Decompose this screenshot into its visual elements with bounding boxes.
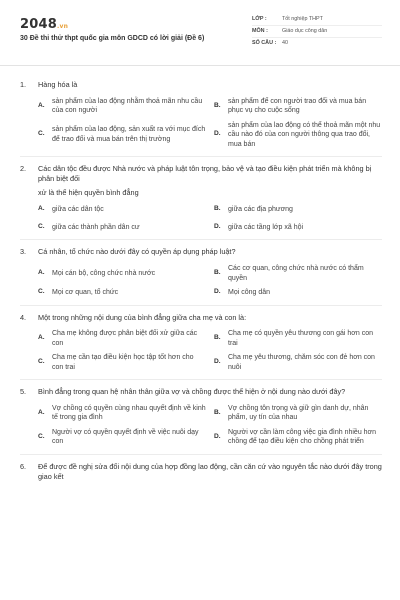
question-stem	[20, 247, 382, 257]
option-text: giữa các thành phần dân cư	[52, 224, 140, 231]
option-text: Mọi công dân	[228, 289, 271, 297]
answer-option[interactable]	[38, 428, 206, 447]
answer-option[interactable]	[38, 97, 206, 116]
meta-key: LỚP :	[252, 15, 267, 22]
answer-option[interactable]	[38, 121, 206, 149]
option-text: Mọi cán bộ, công chức nhà nước	[52, 270, 156, 277]
option-letter: D.	[214, 223, 221, 231]
question-text: Các dân tộc đều được Nhà nước và pháp luật tôn trọng, bảo vệ và tạo điều kiện phát triển mà không bị phân biệt đối	[38, 164, 372, 183]
question-stem	[20, 462, 382, 482]
option-text: Các cơ quan, công chức nhà nước có thẩm quyền	[228, 265, 364, 282]
question-stem	[20, 80, 382, 90]
option-letter: B.	[214, 204, 221, 212]
question-number: 1.	[20, 80, 27, 89]
question-text-continued: xử là thể hiện quyền bình đẳng	[38, 187, 139, 197]
option-text: sản phẩm của lao động có thể thoả mãn một nhu cầu nào đó của con người thông qua trao đổi, mua bán	[228, 121, 381, 148]
option-text: giữa các tầng lớp xã hội	[228, 224, 304, 231]
question-divider	[20, 454, 382, 455]
option-letter: D.	[214, 130, 221, 138]
option-letter: C.	[38, 288, 45, 296]
answer-options	[20, 264, 382, 297]
option-text: Cha mẹ yêu thương, chăm sóc con đẻ hơn con nuôi	[228, 354, 375, 371]
option-text: Cha mẹ không được phân biệt đối xử giữa các con	[52, 330, 198, 347]
option-text: giữa các dân tộc	[52, 205, 104, 213]
answer-option[interactable]	[214, 121, 382, 149]
option-text: giữa các địa phương	[228, 205, 293, 213]
question	[20, 313, 382, 373]
question	[20, 164, 382, 232]
question-number: 2.	[20, 164, 27, 174]
meta-key: MÔN :	[252, 27, 268, 34]
option-text: sản phẩm của lao động, sản xuất ra với mục đích để trao đổi và mua bán trên thị trường	[52, 126, 206, 143]
question-text: Cá nhân, tổ chức nào dưới đây có quyền áp dụng pháp luật?	[38, 247, 236, 257]
question-stem	[20, 387, 382, 397]
question-divider	[20, 379, 382, 380]
option-text: Người vợ cần làm công việc gia đình nhiều hơn chồng để tạo điều kiện cho chồng phát triển	[228, 428, 377, 446]
option-letter: A.	[38, 409, 45, 417]
answer-option[interactable]	[214, 264, 382, 283]
option-letter: C.	[38, 432, 45, 440]
option-letter: B.	[214, 409, 221, 417]
answer-option[interactable]	[214, 404, 382, 423]
option-letter: B.	[214, 334, 221, 342]
logo-suffix: .vn	[56, 23, 69, 30]
meta-value: Tốt nghiệp THPT	[282, 15, 323, 22]
answer-options	[20, 205, 382, 233]
option-text: Mọi cơ quan, tổ chức	[52, 289, 119, 297]
answer-option[interactable]	[214, 353, 382, 372]
question	[20, 462, 382, 482]
answer-option[interactable]	[38, 223, 206, 232]
question-text: Hàng hóa là	[38, 80, 78, 89]
option-text: Vợ chồng có quyền cùng nhau quyết định về kinh tế trong gia đình	[52, 405, 206, 422]
answer-option[interactable]	[38, 205, 206, 214]
option-text: Vợ chồng tôn trọng và giữ gìn danh dự, nhân phẩm, uy tín của nhau	[228, 405, 369, 422]
answer-option[interactable]	[38, 404, 206, 423]
question	[20, 247, 382, 297]
question-number: 6.	[20, 461, 27, 471]
answer-option[interactable]	[214, 223, 382, 232]
question-number: 3.	[20, 247, 27, 257]
meta-value: 40	[282, 40, 288, 47]
option-letter: A.	[38, 269, 45, 277]
question-stem	[20, 164, 382, 184]
site-logo[interactable]	[20, 16, 68, 34]
answer-option[interactable]	[214, 97, 382, 116]
meta-row-class	[252, 14, 382, 26]
question-divider	[20, 305, 382, 306]
option-text: sản phẩm của lao động nhằm thoả mãn nhu cầu của con người	[52, 97, 203, 115]
meta-row-subject	[252, 26, 382, 38]
question-number: 5.	[20, 387, 27, 397]
option-text: sản phẩm để con người trao đổi và mua bán phục vụ cho cuộc sống	[228, 97, 367, 115]
answer-option[interactable]	[214, 205, 382, 214]
option-letter: B.	[214, 101, 221, 109]
answer-option[interactable]	[38, 264, 206, 283]
option-letter: D.	[214, 288, 221, 296]
option-text: Cha mẹ có quyền yêu thương con gái hơn con trai	[228, 330, 374, 347]
question-divider	[20, 239, 382, 240]
answer-options	[20, 329, 382, 372]
option-letter: D.	[214, 432, 221, 440]
option-letter: C.	[38, 358, 45, 366]
question-stem	[20, 313, 382, 323]
option-text: Người vợ có quyền quyết định về việc nuôi dạy con	[52, 428, 199, 446]
option-letter: A.	[38, 204, 45, 212]
question	[20, 80, 382, 149]
answer-option[interactable]	[38, 329, 206, 348]
answer-options	[20, 404, 382, 447]
option-letter: C.	[38, 130, 45, 138]
answer-option[interactable]	[38, 288, 206, 297]
meta-key: SỐ CÂU :	[252, 40, 277, 47]
question-divider	[20, 156, 382, 157]
option-letter: B.	[214, 269, 221, 277]
option-letter: A.	[38, 334, 45, 342]
option-letter: D.	[214, 358, 221, 366]
meta-value: Giáo dục công dân	[282, 27, 328, 34]
question-text: Bình đẳng trong quan hệ nhân thân giữa vợ và chồng được thể hiện ở nội dung nào dưới đây?	[38, 387, 346, 397]
option-letter: C.	[38, 223, 45, 231]
answer-option[interactable]	[38, 353, 206, 372]
answer-options	[20, 97, 382, 149]
question-text: Để được đề nghị sửa đổi nội dung của hợp đồng lao động, cần căn cứ vào nguyên tắc nào dưới đây trong giao kết	[38, 461, 382, 481]
question-number: 4.	[20, 312, 27, 322]
answer-option[interactable]	[214, 329, 382, 348]
question-text: Một trong những nội dung của bình đẳng giữa cha mẹ và con là:	[38, 312, 247, 322]
option-text: Cha mẹ cần tạo điều kiện học tập tốt hơn cho con trai	[52, 354, 194, 371]
answer-option[interactable]	[214, 288, 382, 297]
document-meta	[252, 14, 382, 50]
question-list	[20, 80, 382, 487]
logo-main: 2048	[20, 17, 57, 32]
meta-row-count	[252, 38, 382, 50]
document-header	[0, 0, 400, 66]
document-title: 30 Đề thi thử thpt quốc gia môn GDCD có lời giải (Đề 6)	[20, 35, 205, 42]
question	[20, 387, 382, 447]
option-letter: A.	[38, 101, 45, 109]
answer-option[interactable]	[214, 428, 382, 447]
